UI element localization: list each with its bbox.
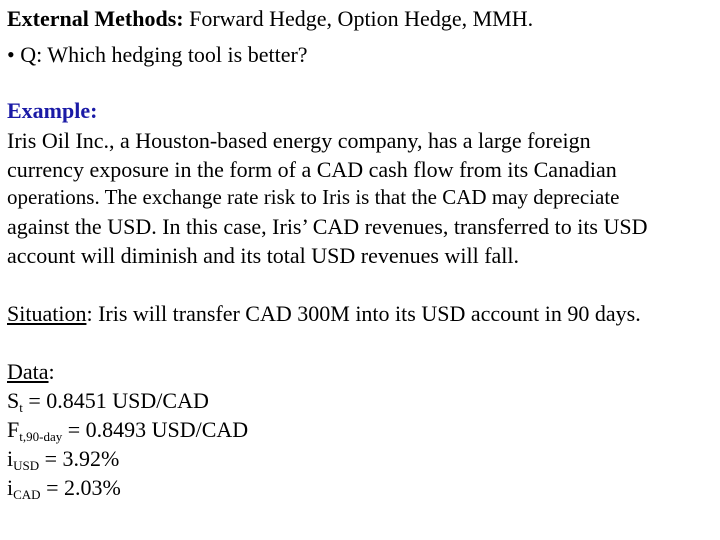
situation-label: Situation xyxy=(7,301,87,326)
bullet-icon: • xyxy=(7,42,15,67)
example-line: account will diminish and its total USD revenues will fall. xyxy=(7,243,520,268)
situation-line xyxy=(7,299,641,328)
data-label: Data xyxy=(7,359,49,384)
data-item-usd-rate xyxy=(7,444,119,473)
data-item-spot-rate xyxy=(7,386,209,415)
example-line: operations. The exchange rate risk to Iris is that the CAD may depreciate xyxy=(7,185,620,209)
forward-rate-subscript: t,90-day xyxy=(19,429,63,444)
usd-rate-subscript: USD xyxy=(13,458,40,473)
spot-rate-symbol: S xyxy=(7,388,20,413)
example-line: Iris Oil Inc., a Houston-based energy company, has a large foreign xyxy=(7,128,591,153)
example-label: Example: xyxy=(7,98,98,123)
cad-rate-symbol: i xyxy=(7,475,14,500)
data-colon: : xyxy=(48,359,55,384)
external-methods-text: Forward Hedge, Option Hedge, MMH. xyxy=(183,6,534,31)
forward-rate-value: = 0.8493 USD/CAD xyxy=(62,417,249,442)
spot-rate-subscript: t xyxy=(19,400,23,415)
situation-text: Iris will transfer CAD 300M into its USD account in 90 days. xyxy=(92,301,641,326)
cad-rate-value: = 2.03% xyxy=(40,475,121,500)
data-item-forward-rate xyxy=(7,415,248,444)
question-label: Q: xyxy=(20,42,43,67)
question-line xyxy=(7,40,308,69)
spot-rate-value: = 0.8451 USD/CAD xyxy=(22,388,209,413)
external-methods-line xyxy=(7,4,533,33)
external-methods-label: External Methods: xyxy=(7,6,184,31)
example-line: against the USD. In this case, Iris’ CAD revenues, transferred to its USD xyxy=(7,214,648,239)
cad-rate-subscript: CAD xyxy=(13,487,41,502)
question-text: Which hedging tool is better? xyxy=(42,42,308,67)
usd-rate-value: = 3.92% xyxy=(39,446,120,471)
example-line: currency exposure in the form of a CAD cash flow from its Canadian xyxy=(7,157,617,182)
data-item-cad-rate xyxy=(7,473,121,502)
usd-rate-symbol: i xyxy=(7,446,14,471)
situation-colon: : xyxy=(86,301,93,326)
forward-rate-symbol: F xyxy=(7,417,20,442)
data-heading xyxy=(7,357,55,386)
